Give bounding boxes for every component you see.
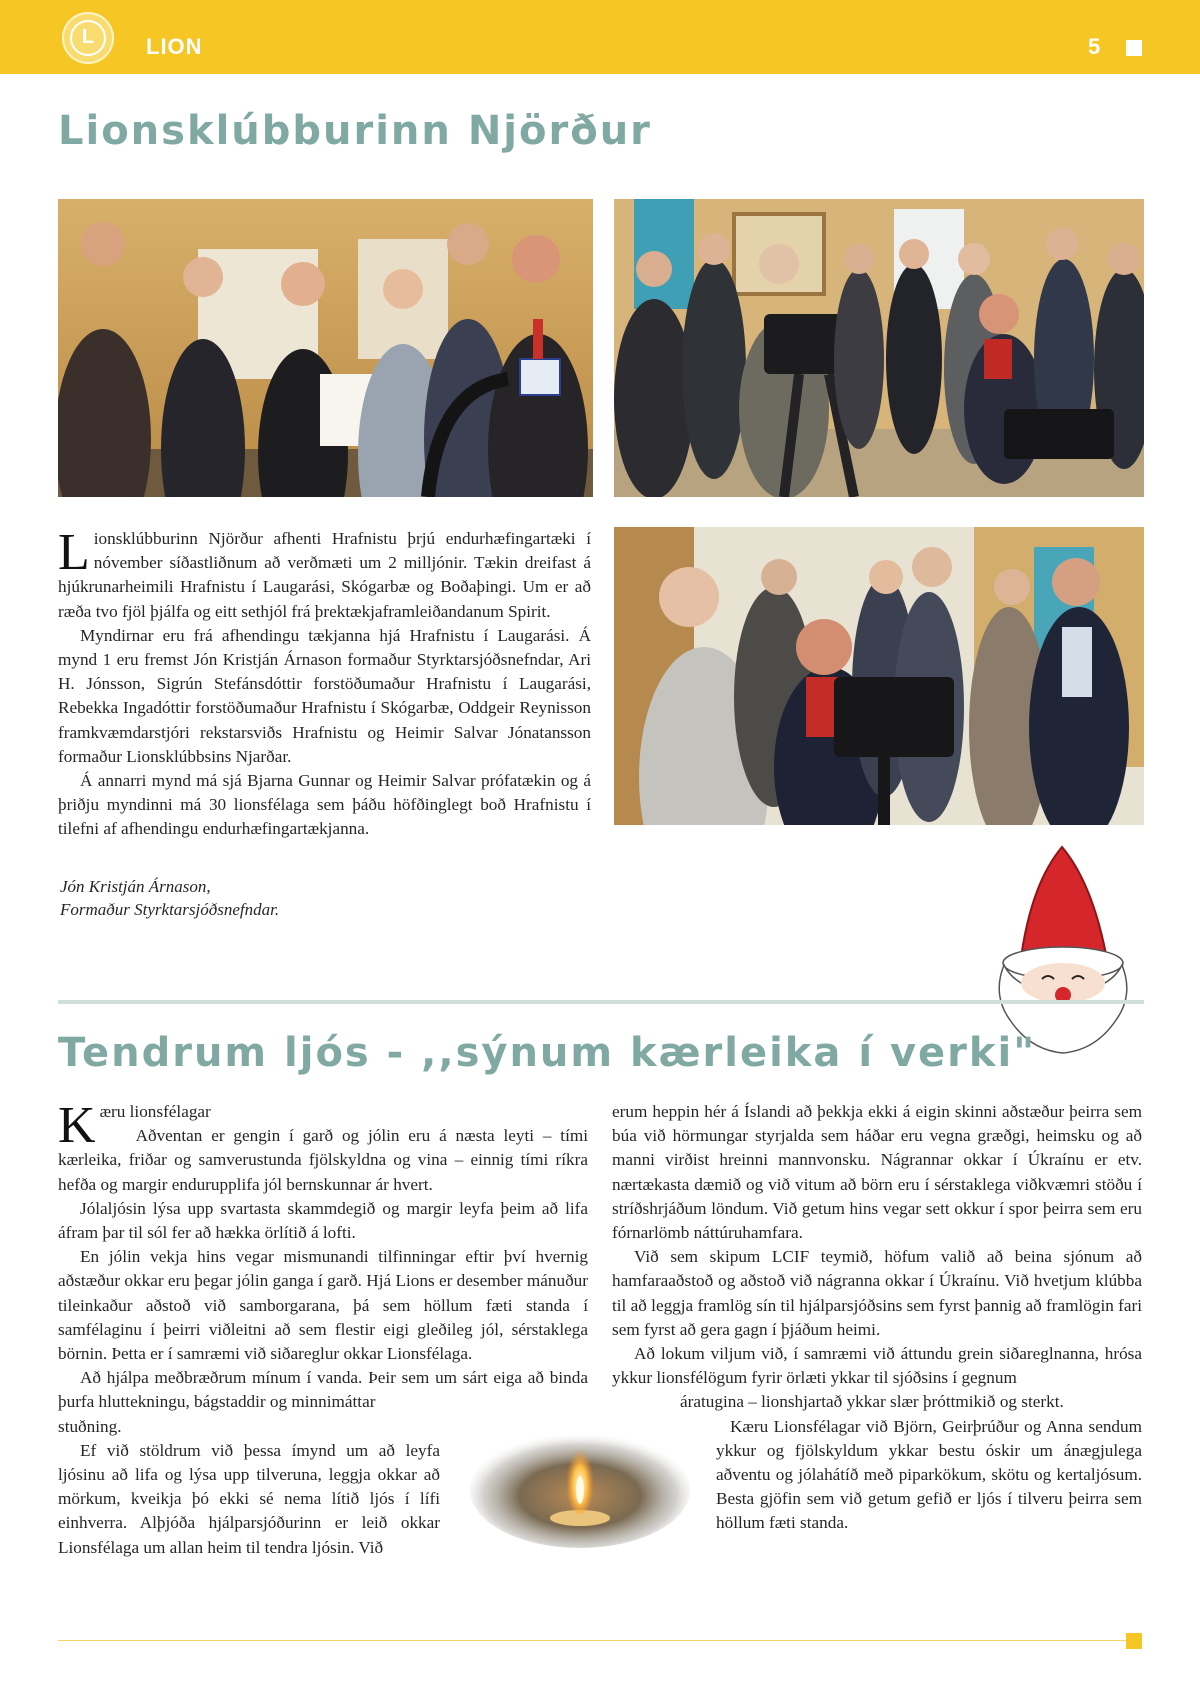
logo-letter: L <box>81 26 95 48</box>
article2-p5: Ef við stöldrum við þessa ímynd um að leyfa ljósinu að lifa og lýsa upp tilveruna, leggja okkar að mörkum, kveikja þó ekki sé nema lítið ljós í lífi einhverra. Alþjóða hjálparsjóðurinn er leið okkar Lionsfélaga um allan heim til tendra ljósin. Við <box>58 1440 440 1557</box>
article-title-tendrum-ljos: Tendrum ljós - ,,sýnum kærleika í verki" <box>58 1030 1037 1076</box>
article2-c2-p3b: áratugina – lionshjartað ykkar slær þróttmikið og sterkt. <box>680 1392 1064 1412</box>
section-divider <box>58 1000 1144 1004</box>
signature-name: Jón Kristján Árnason, <box>60 877 211 896</box>
dropcap-K: K <box>58 1097 96 1154</box>
article1-body <box>58 524 591 842</box>
photo-1-group-with-certificate <box>58 199 593 497</box>
article2-column-2 <box>612 1100 1142 1536</box>
page-number: 5 <box>1088 34 1101 59</box>
footer-marker-square <box>1126 1633 1142 1649</box>
article1-paragraph-2: Myndirnar eru frá afhendingu tækjanna hjá Hrafnistu í Laugarási. Á mynd 1 eru fremst Jón Kristján Árnason formaður Styrktarsjóðsnefndar, Ari H. Jónsson, Sigrún Stefánsdóttir forstöðumaður Hrafnistu í Laugarási, Rebekka Ingadóttir forstöðumaður Hrafnistu í Skógarbæ, Oddgeir Reynisson framkvæmdarstjóri rekstarsviðs Hrafnistu og Heimir Salvar Jónatansson formaður Lionsklúbbsins Njarðar. <box>58 625 591 766</box>
page-header <box>0 0 1200 74</box>
article2-c2-p4: Kæru Lionsfélagar við Björn, Geirþrúður og Anna sendum ykkur og fjölskyldum ykkar bestu óskir um ánægjulega aðventu og jólahátíð með piparkökum, skötu og kertaljósum. Besta gjöfin sem við getum gefið er ljós í tilveru þeirra sem höllum fæti standa. <box>716 1416 1142 1533</box>
lions-logo-icon <box>62 12 114 64</box>
santa-head-illustration <box>990 845 1136 1057</box>
article2-p1: Aðventan er gengin í garð og jólin eru á næsta leyti – tími kærleika, friðar og samverustunda fjölskyldna og vina – einnig tími ríkra hefða og margir endurupplifa jól bernskunnar ár hvert. <box>58 1126 588 1194</box>
article2-p3: En jólin vekja hins vegar mismunandi tilfinningar eftir því hvernig aðstæður okkar eru þegar jólin ganga í garð. Hjá Lions er desember mánuður tileinkaður aðstoð við samborgarana, þá sem höllum fæti standa í samfélaginu í þeirri viðleitni að sem flestir eigi gleðileg jól, sérstaklega börnin. Þetta er í samræmi við siðareglur okkar Lionsfélaga. <box>58 1247 588 1364</box>
article2-p2: Jólaljósin lýsa upp svartasta skammdegið og margir leyfa þeim að lifa áfram þar til sól fer að hækka örlítið á lofti. <box>58 1198 588 1243</box>
article1-paragraph-3: Á annarri mynd má sjá Bjarna Gunnar og Heimir Salvar prófatækin og á þriðju myndinni má 30 lionsfélaga sem þáðu höfðinglegt boð Hrafnistu í tilefni af afhendingu endurhæfingartækjanna. <box>58 771 591 839</box>
candle-image <box>470 1428 690 1548</box>
article2-c2-p3: Að lokum viljum við, í samræmi við áttundu grein siðareglnanna, hrósa ykkur lionsfélögum fyrir örlæti ykkar til sjóðsins í gegnum <box>612 1344 1142 1388</box>
dropcap-L: L <box>58 524 90 581</box>
article-title-njordur: Lionsklúbburinn Njörður <box>58 108 652 154</box>
article2-c2-p2: Við sem skipum LCIF teymið, höfum valið að beina sjónum að hamfaraaðstoð og aðstoð við nágranna okkar í Úkraínu. Við hvetjum klúbba til að leggja framlög sín til hjálparsjóðsins sem fyrst þannig að framlögin fari sem fyrst að gera gagn í þjáðum heimi. <box>612 1247 1142 1339</box>
photo-2-testing-machine <box>614 199 1144 497</box>
article1-paragraph-1 <box>58 524 591 624</box>
page-marker-square <box>1126 40 1142 56</box>
article2-greeting <box>58 1097 588 1197</box>
photo-3-lions-members <box>614 527 1144 825</box>
article1-p1-text: ionsklúbburinn Njörður afhenti Hrafnistu þrjú endurhæfingartæki í nóvember síðastliðnum að verðmæti um 2 milljónir. Tækin dreifast á hjúkrunarheimili Hrafnistu í Laugarási, Skógarbæ og Boðaþingi. Um er að ræða tvo fjöl þjálfa og eitt sethjól frá þrektækjaframleiðandanum Spirit. <box>58 529 591 621</box>
article2-p4b: stuðning. <box>58 1416 122 1436</box>
signature-role: Formaður Styrktarsjóðsnefndar. <box>60 900 280 919</box>
footer-line <box>58 1640 1138 1641</box>
article2-c2-p1: erum heppin hér á Íslandi að þekkja ekki á eigin skinni aðstæður þeirra sem búa við hörmungar styrjalda sem háðar eru vegna græðgi, heimsku og að manni virðist hreinni mannvonsku. Nágrannar okkar í Úkraínu er etv. nærtækasta dæmið og við vitum að börn eru í sérstaklega viðkvæmri stöðu í stríðshrjáðum löndum. Við getum hins vegar sett okkur í spor þeirra sem eru fórnarlömb náttúruhamfara. <box>612 1102 1142 1243</box>
article2-p4: Að hjálpa meðbræðrum mínum í vanda. Þeir sem um sárt eiga að binda þurfa hluttekningu, bágstaddir og minnimáttar <box>58 1368 588 1412</box>
article1-signature <box>60 875 460 921</box>
greeting-text: æru lionsfélagar <box>99 1102 211 1121</box>
magazine-name: LION <box>146 34 203 59</box>
